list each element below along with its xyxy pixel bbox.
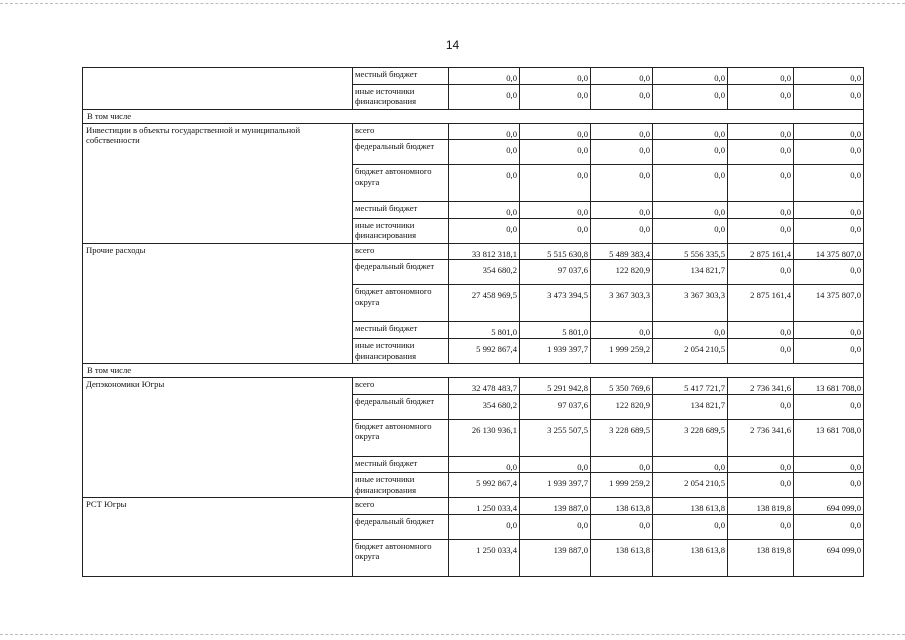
value-cell: 14 375 807,0 xyxy=(794,243,864,260)
value-cell: 3 228 689,5 xyxy=(591,419,653,456)
value-cell: 0,0 xyxy=(591,218,653,243)
source-label: местный бюджет xyxy=(353,456,449,473)
value-cell: 5 515 630,8 xyxy=(520,243,591,260)
value-cell: 0,0 xyxy=(520,84,591,109)
source-label: местный бюджет xyxy=(353,68,449,85)
value-cell: 0,0 xyxy=(653,456,728,473)
value-cell: 5 992 867,4 xyxy=(449,338,520,363)
value-cell: 138 819,8 xyxy=(728,539,794,576)
value-cell: 0,0 xyxy=(794,473,864,498)
page-number: 14 xyxy=(445,38,460,52)
group-row xyxy=(83,363,864,377)
value-cell: 138 613,8 xyxy=(591,539,653,576)
value-cell: 5 801,0 xyxy=(449,322,520,339)
value-cell: 0,0 xyxy=(728,165,794,202)
value-cell: 3 367 303,3 xyxy=(653,285,728,322)
source-label: федеральный бюджет xyxy=(353,260,449,285)
source-label: федеральный бюджет xyxy=(353,394,449,419)
value-cell: 0,0 xyxy=(449,140,520,165)
value-cell: 122 820,9 xyxy=(591,260,653,285)
value-cell: 1 250 033,4 xyxy=(449,539,520,576)
value-cell: 0,0 xyxy=(520,165,591,202)
value-cell: 0,0 xyxy=(591,165,653,202)
value-cell: 0,0 xyxy=(728,322,794,339)
value-cell: 0,0 xyxy=(520,202,591,219)
value-cell: 0,0 xyxy=(449,123,520,140)
source-label: федеральный бюджет xyxy=(353,140,449,165)
value-cell: 0,0 xyxy=(591,322,653,339)
value-cell: 0,0 xyxy=(591,68,653,85)
value-cell: 5 992 867,4 xyxy=(449,473,520,498)
value-cell: 694 099,0 xyxy=(794,539,864,576)
value-cell: 3 228 689,5 xyxy=(653,419,728,456)
value-cell: 0,0 xyxy=(794,68,864,85)
value-cell: 2 875 161,4 xyxy=(728,243,794,260)
value-cell: 0,0 xyxy=(728,338,794,363)
value-cell: 0,0 xyxy=(653,218,728,243)
source-label: всего xyxy=(353,498,449,515)
entity-name xyxy=(83,68,353,110)
value-cell: 0,0 xyxy=(653,68,728,85)
value-cell: 97 037,6 xyxy=(520,394,591,419)
source-label: местный бюджет xyxy=(353,202,449,219)
table-row xyxy=(83,498,864,515)
value-cell: 0,0 xyxy=(653,202,728,219)
value-cell: 354 680,2 xyxy=(449,394,520,419)
value-cell: 138 613,8 xyxy=(653,539,728,576)
value-cell: 3 473 394,5 xyxy=(520,285,591,322)
value-cell: 0,0 xyxy=(728,260,794,285)
value-cell: 0,0 xyxy=(794,218,864,243)
value-cell: 0,0 xyxy=(794,123,864,140)
value-cell: 14 375 807,0 xyxy=(794,285,864,322)
value-cell: 354 680,2 xyxy=(449,260,520,285)
value-cell: 0,0 xyxy=(728,140,794,165)
value-cell: 0,0 xyxy=(520,218,591,243)
value-cell: 13 681 708,0 xyxy=(794,377,864,394)
value-cell: 0,0 xyxy=(728,202,794,219)
value-cell: 0,0 xyxy=(449,456,520,473)
source-label: иные источники финансирования xyxy=(353,218,449,243)
value-cell: 694 099,0 xyxy=(794,498,864,515)
source-label: иные источники финансирования xyxy=(353,338,449,363)
source-label: бюджет автономного округа xyxy=(353,419,449,456)
value-cell: 33 812 318,1 xyxy=(449,243,520,260)
table-row xyxy=(83,68,864,85)
value-cell: 32 478 483,7 xyxy=(449,377,520,394)
value-cell: 1 999 259,2 xyxy=(591,473,653,498)
value-cell: 0,0 xyxy=(728,68,794,85)
value-cell: 138 819,8 xyxy=(728,498,794,515)
value-cell: 139 887,0 xyxy=(520,539,591,576)
value-cell: 0,0 xyxy=(520,514,591,539)
source-label: всего xyxy=(353,243,449,260)
value-cell: 1 939 397,7 xyxy=(520,338,591,363)
value-cell: 139 887,0 xyxy=(520,498,591,515)
source-label: всего xyxy=(353,123,449,140)
value-cell: 1 250 033,4 xyxy=(449,498,520,515)
value-cell: 5 291 942,8 xyxy=(520,377,591,394)
value-cell: 0,0 xyxy=(449,202,520,219)
scan-edge-bottom xyxy=(0,634,905,635)
value-cell: 97 037,6 xyxy=(520,260,591,285)
source-label: местный бюджет xyxy=(353,322,449,339)
value-cell: 0,0 xyxy=(794,165,864,202)
value-cell: 26 130 936,1 xyxy=(449,419,520,456)
value-cell: 0,0 xyxy=(653,165,728,202)
value-cell: 1 939 397,7 xyxy=(520,473,591,498)
value-cell: 0,0 xyxy=(728,456,794,473)
group-label: В том числе xyxy=(83,363,864,377)
value-cell: 0,0 xyxy=(591,456,653,473)
value-cell: 138 613,8 xyxy=(653,498,728,515)
value-cell: 0,0 xyxy=(449,218,520,243)
value-cell: 0,0 xyxy=(653,140,728,165)
value-cell: 0,0 xyxy=(449,514,520,539)
value-cell: 0,0 xyxy=(520,140,591,165)
value-cell: 0,0 xyxy=(794,514,864,539)
value-cell: 0,0 xyxy=(794,140,864,165)
value-cell: 0,0 xyxy=(794,456,864,473)
scan-edge-top xyxy=(0,3,905,4)
source-label: всего xyxy=(353,377,449,394)
value-cell: 5 489 383,4 xyxy=(591,243,653,260)
value-cell: 0,0 xyxy=(653,514,728,539)
value-cell: 13 681 708,0 xyxy=(794,419,864,456)
value-cell: 2 054 210,5 xyxy=(653,338,728,363)
value-cell: 5 350 769,6 xyxy=(591,377,653,394)
value-cell: 0,0 xyxy=(794,260,864,285)
value-cell: 138 613,8 xyxy=(591,498,653,515)
budget-table xyxy=(82,67,864,577)
value-cell: 27 458 969,5 xyxy=(449,285,520,322)
value-cell: 0,0 xyxy=(728,218,794,243)
source-label: бюджет автономного округа xyxy=(353,285,449,322)
source-label: иные источники финансирования xyxy=(353,84,449,109)
source-label: иные источники финансирования xyxy=(353,473,449,498)
value-cell: 0,0 xyxy=(653,84,728,109)
source-label: бюджет автономного округа xyxy=(353,165,449,202)
table-row xyxy=(83,377,864,394)
value-cell: 1 999 259,2 xyxy=(591,338,653,363)
value-cell: 0,0 xyxy=(449,165,520,202)
value-cell: 0,0 xyxy=(728,514,794,539)
value-cell: 5 556 335,5 xyxy=(653,243,728,260)
entity-name: Депэкономики Югры xyxy=(83,377,353,497)
value-cell: 2 875 161,4 xyxy=(728,285,794,322)
value-cell: 134 821,7 xyxy=(653,394,728,419)
value-cell: 0,0 xyxy=(794,338,864,363)
value-cell: 0,0 xyxy=(520,123,591,140)
entity-name: Прочие расходы xyxy=(83,243,353,363)
value-cell: 0,0 xyxy=(728,473,794,498)
value-cell: 0,0 xyxy=(591,84,653,109)
source-label: федеральный бюджет xyxy=(353,514,449,539)
value-cell: 2 054 210,5 xyxy=(653,473,728,498)
value-cell: 0,0 xyxy=(794,202,864,219)
value-cell: 122 820,9 xyxy=(591,394,653,419)
value-cell: 0,0 xyxy=(794,322,864,339)
value-cell: 0,0 xyxy=(591,123,653,140)
value-cell: 3 255 507,5 xyxy=(520,419,591,456)
value-cell: 0,0 xyxy=(794,394,864,419)
value-cell: 0,0 xyxy=(728,394,794,419)
value-cell: 134 821,7 xyxy=(653,260,728,285)
value-cell: 0,0 xyxy=(653,322,728,339)
value-cell: 0,0 xyxy=(591,514,653,539)
value-cell: 0,0 xyxy=(653,123,728,140)
value-cell: 0,0 xyxy=(794,84,864,109)
value-cell: 2 736 341,6 xyxy=(728,377,794,394)
value-cell: 5 801,0 xyxy=(520,322,591,339)
value-cell: 3 367 303,3 xyxy=(591,285,653,322)
table-row xyxy=(83,243,864,260)
value-cell: 0,0 xyxy=(591,202,653,219)
table-row xyxy=(83,123,864,140)
value-cell: 5 417 721,7 xyxy=(653,377,728,394)
group-label: В том числе xyxy=(83,109,864,123)
value-cell: 0,0 xyxy=(728,84,794,109)
value-cell: 0,0 xyxy=(520,68,591,85)
value-cell: 0,0 xyxy=(520,456,591,473)
value-cell: 0,0 xyxy=(728,123,794,140)
entity-name: РСТ Югры xyxy=(83,498,353,577)
source-label: бюджет автономного округа xyxy=(353,539,449,576)
group-row xyxy=(83,109,864,123)
value-cell: 0,0 xyxy=(591,140,653,165)
value-cell: 0,0 xyxy=(449,84,520,109)
entity-name: Инвестиции в объекты государственной и муниципальной собственности xyxy=(83,123,353,243)
value-cell: 2 736 341,6 xyxy=(728,419,794,456)
value-cell: 0,0 xyxy=(449,68,520,85)
